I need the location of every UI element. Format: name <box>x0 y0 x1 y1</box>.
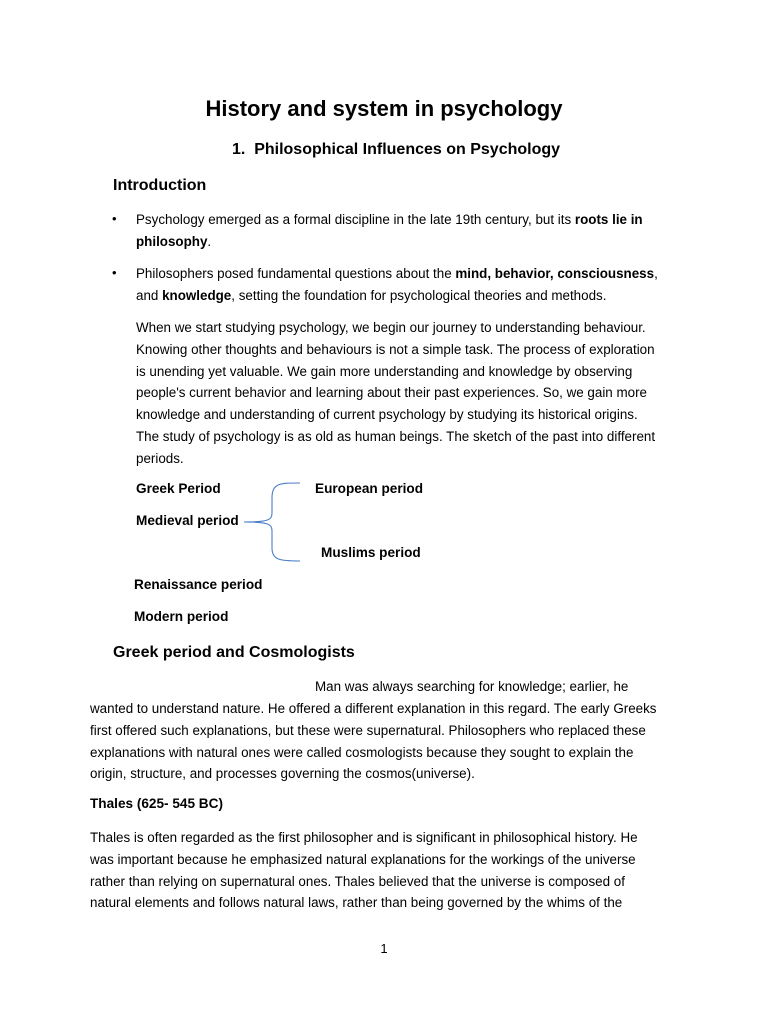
thales-heading: Thales (625- 545 BC) <box>90 796 223 811</box>
bullet-2-bold-2: knowledge <box>162 288 232 303</box>
bullet-1-bold: roots lie in <box>574 212 643 227</box>
section-title: Philosophical Influences on Psychology <box>254 141 561 158</box>
bullet-1-line-1 <box>136 209 643 231</box>
bullet-2-line-2 <box>136 285 606 307</box>
bullet-2-bold: mind, behavior, consciousness <box>455 266 655 281</box>
bullet-1-end: . <box>207 234 212 249</box>
section-heading <box>0 141 768 159</box>
bullet-1-line-2 <box>136 231 211 253</box>
bullet-2-line-1 <box>136 263 658 285</box>
paragraph-line: was important because he emphasized natural explanations for the workings of the universe <box>90 851 636 867</box>
period-european: European period <box>315 481 424 496</box>
greek-paragraph <box>90 698 656 785</box>
paragraph-line: explanations with natural ones were called cosmologists because they sought to explain the <box>90 744 634 760</box>
paragraph-line: knowledge and understanding of current psychology by studying its historical origins. <box>136 407 638 423</box>
paragraph-line: The study of psychology is as old as human beings. The sketch of the past into different <box>136 428 656 444</box>
bullet-dot-icon: • <box>112 265 117 280</box>
page-number: 1 <box>380 941 388 956</box>
paragraph-line: periods. <box>136 450 184 466</box>
bullet-2-text: Philosophers posed fundamental questions about the <box>136 266 456 281</box>
introduction-heading: Introduction <box>113 177 207 194</box>
period-medieval: Medieval period <box>136 513 239 528</box>
thales-paragraph <box>90 827 638 914</box>
curly-brace-icon <box>240 478 310 568</box>
period-modern: Modern period <box>134 609 229 624</box>
paragraph-line: wanted to understand nature. He offered a different explanation in this regard. The early Greeks <box>90 701 657 716</box>
paragraph-line: Thales is often regarded as the first philosopher and is significant in philosophical history. He <box>90 830 638 845</box>
paragraph-line: is unending yet valuable. We gain more understanding and knowledge by observing <box>136 363 633 379</box>
bullet-dot-icon: • <box>112 211 117 226</box>
period-greek: Greek Period <box>136 481 221 496</box>
document-title: History and system in psychology <box>205 96 563 121</box>
paragraph-line: rather than relying on supernatural ones. Thales believed that the universe is composed of <box>90 873 625 889</box>
bullet-1-bold-2: philosophy <box>136 234 208 249</box>
period-muslims: Muslims period <box>321 545 421 560</box>
paragraph-line: origin, structure, and processes governing the cosmos(universe). <box>90 766 475 782</box>
bullet-1-text: Psychology emerged as a formal discipline in the late 19th century, but its <box>136 212 575 227</box>
paragraph-line: first offered such explanations, but these were supernatural. Philosophers who replaced these <box>90 722 646 738</box>
paragraph-line: Knowing other thoughts and behaviours is not a simple task. The process of exploration <box>136 341 655 357</box>
greek-paragraph-line-1: Man was always searching for knowledge; earlier, he <box>315 679 629 694</box>
bullet-2-and: and <box>136 288 163 303</box>
section-number: 1. <box>231 141 246 158</box>
paragraph-line: people's current behavior and learning about their past experiences. So, we gain more <box>136 385 647 401</box>
period-renaissance: Renaissance period <box>134 577 263 592</box>
greek-period-heading: Greek period and Cosmologists <box>113 644 355 661</box>
paragraph-line: When we start studying psychology, we begin our journey to understanding behaviour. <box>136 320 646 335</box>
paragraph-line: natural elements and follows natural laws, rather than being governed by the whims of the <box>90 895 623 911</box>
intro-paragraph <box>136 317 655 470</box>
bullet-2-end: , setting the foundation for psychological theories and methods. <box>231 288 607 303</box>
bullet-2-comma: , <box>654 266 658 281</box>
